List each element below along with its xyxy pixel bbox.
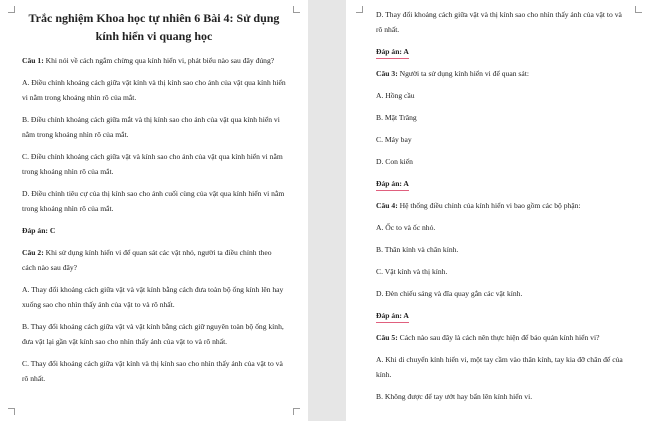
answer-underlined: Đáp án: A (376, 310, 409, 323)
q2-option-b: B. Thay đổi khoảng cách giữa vật và vật kính bằng cách giữ nguyên toàn bộ ống kính, đưa vật lại gần vật kính sao cho nhìn thấy ảnh của vật to và rõ nhất. (22, 322, 284, 346)
q1-option-c: C. Điều chỉnh khoảng cách giữa vật và kính sao cho ảnh của vật qua kính hiển vi nằm trong khoảng nhìn rõ của mắt. (22, 152, 283, 176)
q1-option-b: B. Điều chỉnh khoảng cách giữa mắt và thị kính sao cho ảnh của vật qua kính hiển vi nằm trong khoảng nhìn rõ của mắt. (22, 115, 280, 139)
answer-underlined: Đáp án: A (376, 178, 409, 191)
q4-answer (376, 308, 630, 323)
question-label: Câu 5: (376, 333, 398, 342)
q4-option-d: D. Đèn chiếu sáng và đĩa quay gắn các vật kính. (376, 289, 523, 298)
q3-answer (376, 176, 630, 191)
question-label: Câu 3: (376, 69, 398, 78)
question-5 (376, 330, 630, 345)
question-text: Người ta sử dụng kính hiển vi để quan sát: (399, 69, 529, 78)
q2-option-c: C. Thay đổi khoảng cách giữa vật kính và thị kính sao cho nhìn thấy ảnh của vật to và rõ nhất. (22, 359, 283, 383)
question-text: Cách nào sau đây là cách nên thực hiện để bảo quản kính hiển vi? (399, 333, 600, 342)
question-2 (22, 245, 286, 275)
question-label: Câu 2: (22, 248, 44, 257)
document-page-right (346, 0, 650, 421)
page-corner-mark (8, 6, 15, 13)
q4-option-a: A. Ốc to và ốc nhỏ. (376, 223, 436, 232)
q2-option-d: D. Thay đổi khoảng cách giữa vật và thị kính sao cho nhìn thấy ảnh của vật to và rõ nhất. (376, 10, 622, 34)
question-1 (22, 53, 286, 68)
question-label: Câu 4: (376, 201, 398, 210)
q5-option-a: A. Khi di chuyển kính hiển vi, một tay cầm vào thân kính, tay kia đỡ chân đế của kính. (376, 355, 623, 379)
question-4 (376, 198, 630, 213)
q4-option-b: B. Thân kính và chân kính. (376, 245, 459, 254)
document-title: Trắc nghiệm Khoa học tự nhiên 6 Bài 4: Sử dụng kính hiển vi quang học (28, 11, 280, 43)
document-page-left (0, 0, 308, 421)
q3-option-c: C. Máy bay (376, 135, 412, 144)
q2-answer (376, 44, 630, 59)
q1-option-d: D. Điều chỉnh tiêu cự của thị kính sao cho ảnh cuối cùng của vật qua kính hiển vi nằm trong khoảng nhìn rõ của mắt. (22, 189, 285, 213)
question-text: Khi nói về cách ngắm chừng qua kính hiển vi, phát biểu nào sau đây đúng? (45, 56, 275, 65)
q4-option-c: C. Vật kính và thị kính. (376, 267, 448, 276)
page-gap (308, 0, 346, 421)
q3-option-b: B. Mặt Trăng (376, 113, 417, 122)
q1-answer: Đáp án: C (22, 226, 56, 235)
page-corner-mark (8, 408, 15, 415)
answer-underlined: Đáp án: A (376, 46, 409, 59)
q5-option-b: B. Không được để tay ướt hay bẩn lên kính hiển vi. (376, 392, 533, 401)
page-corner-mark (293, 6, 300, 13)
page-corner-mark (635, 6, 642, 13)
page-corner-mark (356, 6, 363, 13)
question-text: Khi sử dụng kính hiển vi để quan sát các vật nhỏ, người ta điều chỉnh theo cách nào sau đây? (22, 248, 272, 272)
q3-option-a: A. Hồng cầu (376, 91, 415, 100)
q3-option-d: D. Con kiến (376, 157, 413, 166)
q1-option-a: A. Điều chỉnh khoảng cách giữa vật kính và thị kính sao cho ảnh của vật qua kính hiển vi nằm trong khoảng nhìn rõ của mắt. (22, 78, 286, 102)
question-3 (376, 66, 630, 81)
question-label: Câu 1: (22, 56, 44, 65)
q2-option-a: A. Thay đổi khoảng cách giữa vật và vật kính bằng cách đưa toàn bộ ống kính lên hay xuống sao cho nhìn thấy ảnh của vật to và rõ nhất. (22, 285, 284, 309)
page-corner-mark (293, 408, 300, 415)
question-text: Hệ thống điều chỉnh của kính hiển vi bao gồm các bộ phận: (399, 201, 581, 210)
